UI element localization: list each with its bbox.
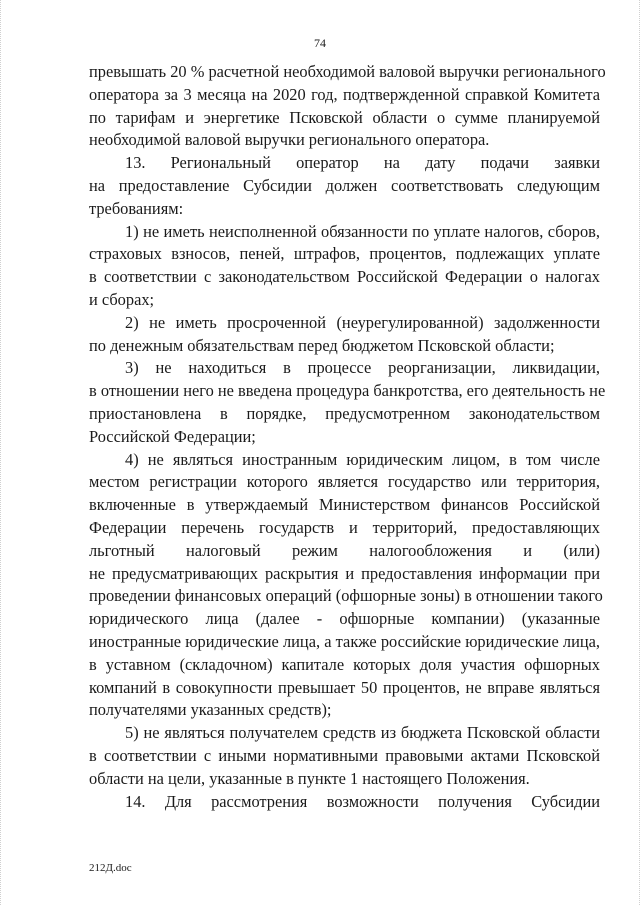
text-line: юридического лица (далее - офшорные компании) (указанные <box>89 609 600 629</box>
text-line: 13. Региональный оператор на дату подачи заявки <box>125 153 600 173</box>
text-line: иностранные юридические лица, а также российские юридические лица, <box>89 631 600 651</box>
text-line: 2) не иметь просроченной (неурегулированной) задолженности <box>125 312 600 332</box>
text-line: оператора за 3 месяца на 2020 год, подтвержденной справкой Комитета <box>89 84 600 104</box>
scan-edge-right <box>633 0 640 905</box>
text-line: необходимой валовой выручки регионального оператора. <box>89 130 490 150</box>
text-line: превышать 20 % расчетной необходимой валовой выручки регионального <box>89 62 606 81</box>
text-line: области на цели, указанные в пункте 1 настоящего Положения. <box>89 768 530 788</box>
text-line: в уставном (складочном) капитале которых доля участия офшорных <box>89 654 600 674</box>
text-line: на предоставление Субсидии должен соответствовать следующим <box>89 175 600 195</box>
text-line: компаний в совокупности превышает 50 процентов, не вправе являться <box>89 677 600 697</box>
text-line: не предусматривающих раскрытия и предоставления информации при <box>89 563 600 583</box>
text-line: получателями указанных средств); <box>89 700 332 720</box>
document-body <box>89 61 606 813</box>
text-line: льготный налоговый режим налогообложения и (или) <box>89 540 600 560</box>
text-line: Российской Федерации; <box>89 426 256 446</box>
text-line: в соответствии с иными нормативными правовыми актами Псковской <box>89 745 600 765</box>
text-line: 14. Для рассмотрения возможности получения Субсидии <box>125 791 600 811</box>
footer-filename: 212Д.doc <box>89 862 132 874</box>
text-line: требованиям: <box>89 198 184 218</box>
text-line: 5) не являться получателем средств из бюджета Псковской области <box>125 723 600 743</box>
text-line: местом регистрации которого является государство или территория, <box>89 472 600 492</box>
text-line: и сборах; <box>89 289 155 309</box>
text-line: в отношении него не введена процедура банкротства, его деятельность не <box>89 381 606 401</box>
text-line: по тарифам и энергетике Псковской области о сумме планируемой <box>89 107 600 127</box>
text-line: включенные в утверждаемый Министерством финансов Российской <box>89 495 600 515</box>
text-line: приостановлена в порядке, предусмотренном законодательством <box>89 403 600 423</box>
text-line: по денежным обязательствам перед бюджетом Псковской области; <box>89 335 555 355</box>
text-line: Федерации перечень государств и территорий, предоставляющих <box>89 517 600 537</box>
text-line: в соответствии с законодательством Российской Федерации о налогах <box>89 267 600 287</box>
text-line: 4) не являться иностранным юридическим лицом, в том числе <box>125 449 600 469</box>
text-line: страховых взносов, пеней, штрафов, процентов, подлежащих уплате <box>89 244 600 264</box>
text-line: 3) не находиться в процессе реорганизации, ликвидации, <box>125 358 600 378</box>
scan-edge-left <box>0 0 7 905</box>
page-number: 74 <box>314 36 326 50</box>
text-line: 1) не иметь неисполненной обязанности по уплате налогов, сборов, <box>125 221 600 241</box>
text-line: проведении финансовых операций (офшорные зоны) в отношении такого <box>89 586 603 606</box>
